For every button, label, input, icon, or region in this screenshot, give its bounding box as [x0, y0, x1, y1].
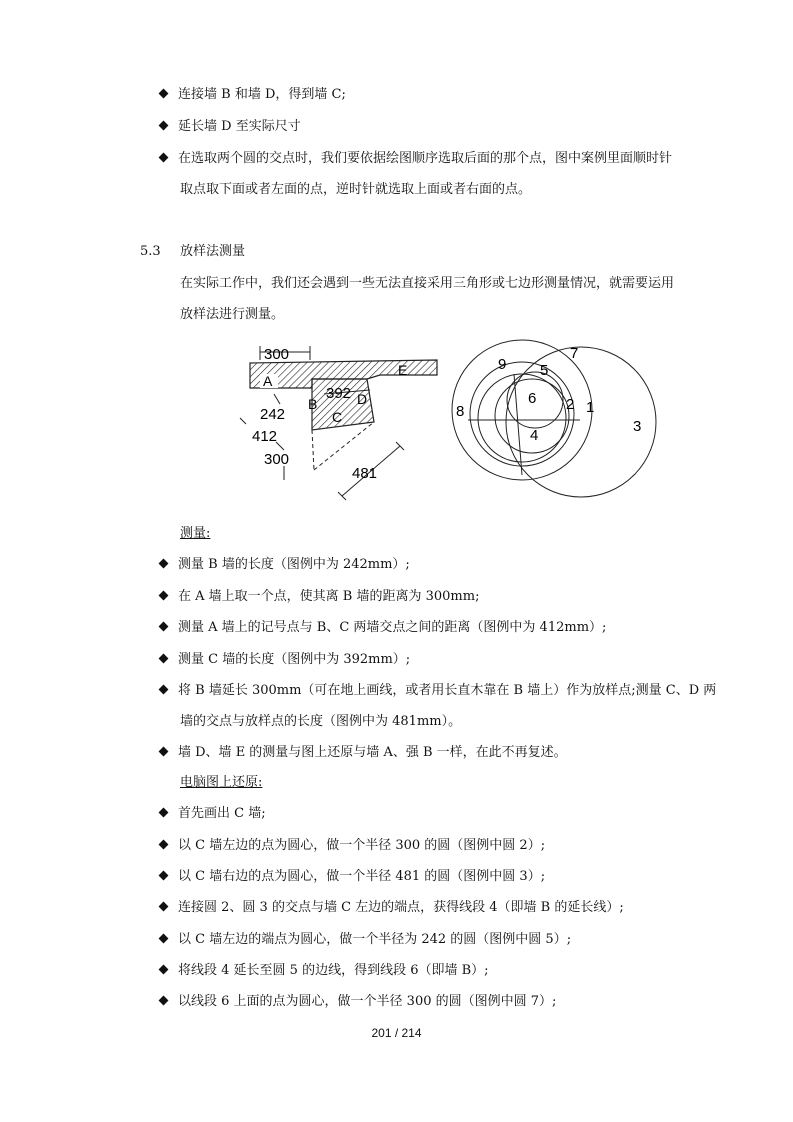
section-heading	[140, 240, 245, 259]
wall-measurement-figure	[232, 338, 452, 508]
diamond-bullet-icon	[159, 996, 169, 1006]
diamond-bullet-icon	[159, 934, 169, 944]
bullet-text: 以 C 墙左边的端点为圆心，做一个半径为 242 的圆（图例中圆 5）;	[178, 932, 572, 947]
bullet-text: 测量 A 墙上的记号点与 B、C 两墙交点之间的距离（图例中为 412mm）;	[178, 620, 607, 635]
label-a: A	[263, 373, 273, 389]
diamond-bullet-icon	[159, 902, 169, 912]
bullet-text: 墙 D、墙 E 的测量与图上还原与墙 A、强 B 一样，在此不再复述。	[178, 745, 567, 760]
diamond-bullet-icon	[159, 808, 169, 818]
diamond-bullet-icon	[159, 89, 169, 99]
bullet-text: 以线段 6 上面的点为圆心，做一个半径 300 的圆（图例中圆 7）;	[178, 994, 557, 1009]
bullet-item	[160, 616, 606, 635]
bullet-text: 以 C 墙左边的点为圆心，做一个半径 300 的圆（图例中圆 2）;	[178, 838, 546, 853]
bullet-item	[160, 648, 410, 667]
bullet-text: 将 B 墙延长 300mm（可在地上画线，或者用长直木靠在 B 墙上）作为放样点;测量 C、D 两	[178, 683, 717, 698]
circle-label-7: 7	[570, 345, 579, 362]
diamond-bullet-icon	[159, 685, 169, 695]
intro-paragraph-line: 放样法进行测量。	[180, 307, 285, 322]
bullet-item	[160, 834, 545, 853]
bullet-item	[160, 679, 716, 698]
bullet-text: 以 C 墙右边的点为圆心，做一个半径 481 的圆（图例中圆 3）;	[178, 869, 546, 884]
bullet-text: 在 A 墙上取一个点，使其离 B 墙的距离为 300mm;	[178, 589, 480, 604]
circle-label-9: 9	[498, 356, 507, 373]
dim-481: 481	[352, 465, 378, 482]
bullet-text: 延长墙 D 至实际尺寸	[178, 119, 301, 134]
bullet-text: 测量 B 墙的长度（图例中为 242mm）;	[178, 557, 410, 572]
bullet-text: 测量 C 墙的长度（图例中为 392mm）;	[178, 652, 411, 667]
bullet-text: 在选取两个圆的交点时，我们要依据绘图顺序选取后面的那个点，图中案例里面顺时针	[178, 151, 673, 166]
dim-300-top: 300	[264, 346, 290, 363]
bullet-item	[160, 928, 571, 947]
dim-392: 392	[326, 385, 352, 402]
bullet-item	[160, 115, 301, 134]
bullet-item	[160, 990, 556, 1009]
section-title: 放样法测量	[180, 244, 246, 259]
bullet-continuation: 墙的交点与放样点的长度（图例中为 481mm）。	[180, 714, 462, 729]
bullet-item	[160, 83, 346, 102]
dim-300-bottom: 300	[264, 451, 290, 468]
dim-242: 242	[260, 406, 286, 423]
dim-412: 412	[252, 428, 278, 445]
bullet-item	[160, 147, 672, 166]
measure-heading: 测量:	[180, 526, 211, 541]
label-b: B	[308, 396, 318, 412]
diamond-bullet-icon	[159, 871, 169, 881]
bullet-item	[160, 585, 479, 604]
bullet-item	[160, 802, 266, 821]
restore-heading: 电脑图上还原:	[180, 775, 263, 790]
diamond-bullet-icon	[159, 121, 169, 131]
circle-label-4: 4	[530, 427, 539, 444]
label-c: C	[332, 409, 343, 425]
circle-label-3: 3	[633, 418, 642, 435]
bullet-text: 连接墙 B 和墙 D，得到墙 C;	[178, 87, 346, 102]
circle-label-5: 5	[540, 362, 549, 379]
bullet-text: 首先画出 C 墙;	[178, 806, 266, 821]
label-e: E	[398, 362, 408, 378]
bullet-item	[160, 865, 545, 884]
diamond-bullet-icon	[159, 654, 169, 664]
circle-label-2: 2	[566, 396, 575, 413]
bullet-item	[160, 553, 410, 572]
label-d: D	[357, 391, 368, 407]
bullet-text: 连接圆 2、圆 3 的交点与墙 C 左边的端点，获得线段 4（即墙 B 的延长线）;	[178, 900, 624, 915]
page-number: 201 / 214	[371, 1026, 422, 1040]
bullet-item	[160, 741, 567, 760]
diamond-bullet-icon	[159, 965, 169, 975]
diamond-bullet-icon	[159, 559, 169, 569]
diamond-bullet-icon	[159, 747, 169, 757]
circle-label-8: 8	[456, 403, 465, 420]
circle-restoration-figure	[440, 330, 670, 510]
intro-paragraph-line: 在实际工作中，我们还会遇到一些无法直接采用三角形或七边形测量情况，就需要运用	[180, 276, 675, 291]
diamond-bullet-icon	[159, 591, 169, 601]
diamond-bullet-icon	[159, 622, 169, 632]
bullet-item	[160, 896, 624, 915]
bullet-text: 将线段 4 延长至圆 5 的边线，得到线段 6（即墙 B）;	[178, 963, 489, 978]
circle-label-6: 6	[528, 390, 537, 407]
diamond-bullet-icon	[159, 840, 169, 850]
diamond-bullet-icon	[159, 153, 169, 163]
bullet-continuation: 取点取下面或者左面的点，逆时针就选取上面或者右面的点。	[180, 182, 532, 197]
bullet-item	[160, 959, 489, 978]
circle-label-1: 1	[586, 399, 595, 416]
section-number: 5.3	[140, 244, 161, 259]
